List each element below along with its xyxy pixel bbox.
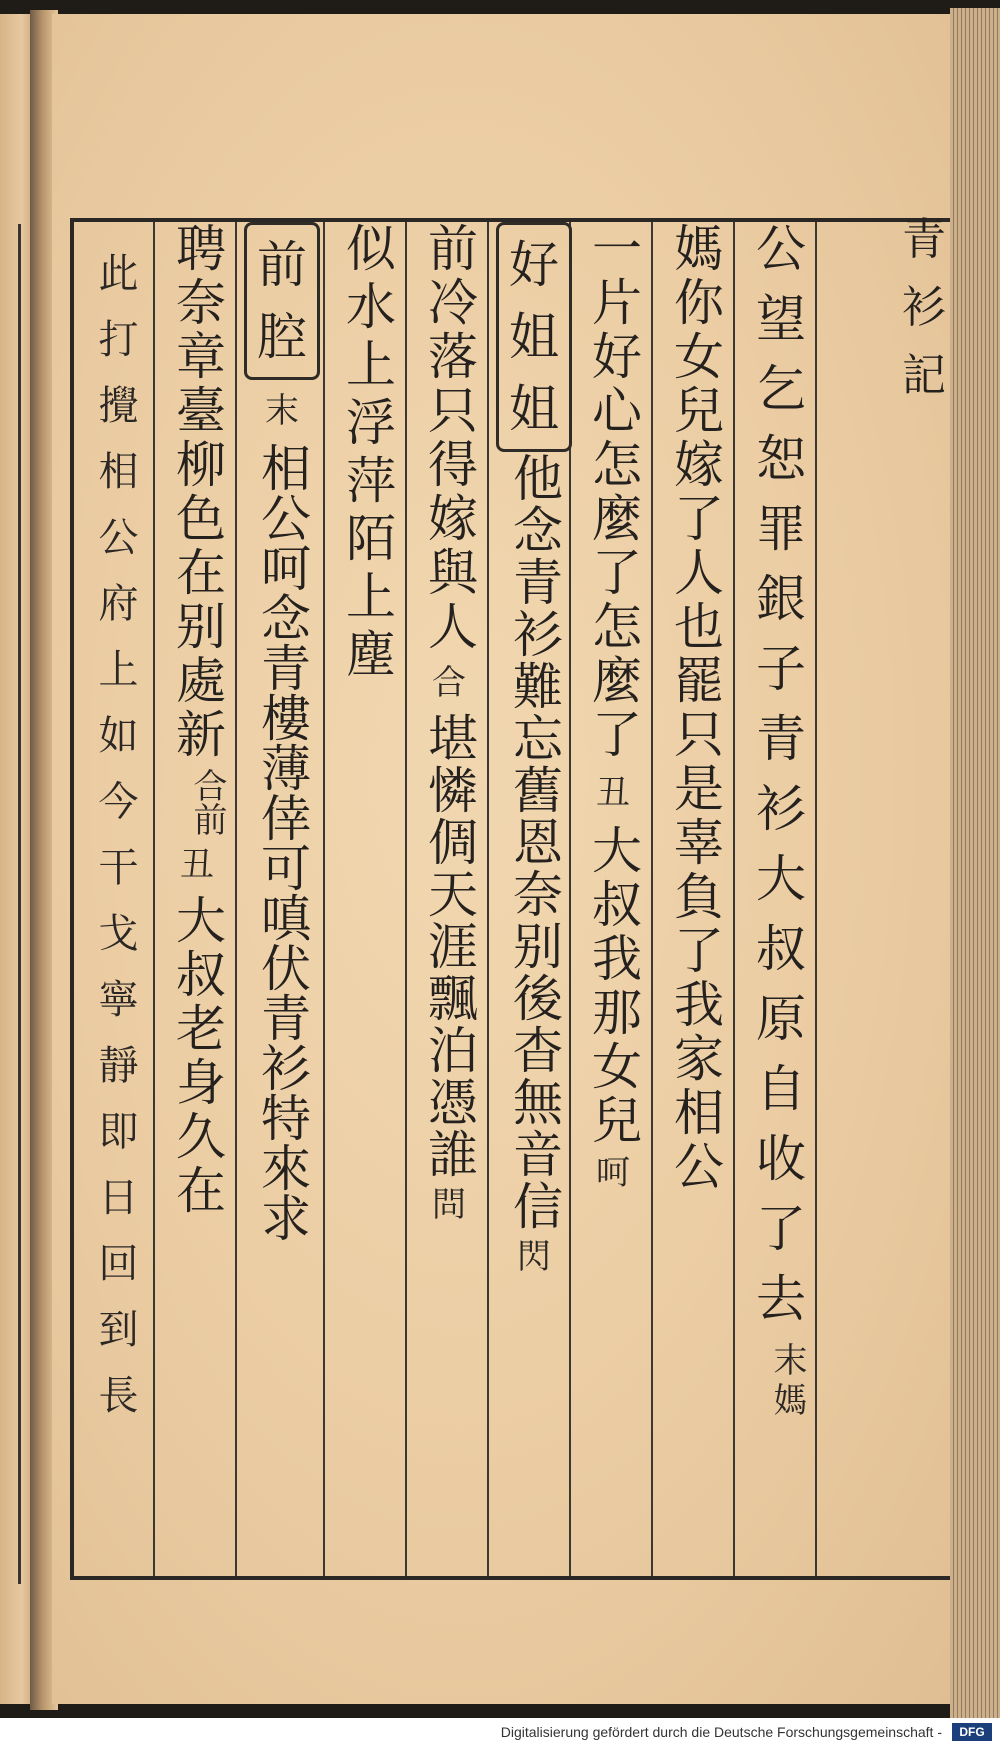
speaker-mark: 丑 <box>596 773 630 813</box>
speaker-mark: 合 <box>432 663 466 703</box>
column-text: 大叔我那女兒 <box>584 824 642 1148</box>
column-end-mark: 問 <box>432 1185 466 1225</box>
text-column-3 <box>578 222 648 1576</box>
footer-bar <box>0 1718 1000 1748</box>
text-column-6 <box>332 222 402 1576</box>
column-rule <box>153 222 155 1576</box>
text-column-7 <box>244 222 320 1576</box>
column-rule <box>405 222 407 1576</box>
column-text: 堪憐倜天涯飄泊憑誰 <box>420 712 478 1180</box>
tune-label-char: 姐 <box>509 308 559 366</box>
column-text: 大叔老身久在 <box>168 894 226 1218</box>
column-rule <box>323 222 325 1576</box>
tune-label-char: 好 <box>509 236 559 294</box>
column-text: 前冷落只得嫁與人 <box>420 222 478 654</box>
tune-label-char: 前 <box>257 236 307 294</box>
text-column-5 <box>414 222 484 1576</box>
column-rule <box>815 222 817 1576</box>
column-rule <box>235 222 237 1576</box>
column-end-mark: 閃 <box>517 1237 551 1277</box>
column-rule <box>733 222 735 1576</box>
text-column-2 <box>660 222 730 1576</box>
speaker-mark: 丑 <box>180 845 214 885</box>
tune-label-char: 姐 <box>509 380 559 438</box>
column-text: 媽你女兒嫁了人也罷只是辜負了我家相公 <box>666 222 724 1194</box>
column-text: 相公呵念青樓薄倖可嗔伏青衫特來求 <box>253 442 311 1242</box>
text-column-1 <box>742 222 812 1576</box>
book-title <box>898 206 950 410</box>
tune-label-box <box>496 222 572 452</box>
column-text: 他念青衫難忘舊恩奈别後杳無音信 <box>505 452 563 1232</box>
tune-label-char: 腔 <box>257 308 307 366</box>
text-column-8 <box>162 222 232 1576</box>
column-rule <box>487 222 489 1576</box>
text-column-9 <box>80 222 150 1576</box>
title-char: 記 <box>902 350 946 401</box>
column-text: 公望乞恕罪銀子青衫大叔原自收了去 <box>748 222 806 1342</box>
speaker-mark: 末媽 <box>767 1342 807 1422</box>
page-stack <box>950 8 1000 1718</box>
dfg-logo: DFG <box>952 1723 992 1741</box>
column-text: 一片好心怎麼了怎麼了 <box>584 222 642 762</box>
funding-notice: Digitalisierung gefördert durch die Deutsche Forschungsgemeinschaft - <box>500 1724 942 1740</box>
column-rule <box>651 222 653 1576</box>
title-char: 青 <box>902 214 946 265</box>
stage-direction: 合前 <box>187 768 227 836</box>
tune-label-box <box>244 222 320 380</box>
column-end-mark: 呵 <box>596 1153 630 1193</box>
speaker-mark: 末 <box>265 391 299 431</box>
column-text: 聘奈章臺柳色在别處新 <box>168 222 226 762</box>
title-char: 衫 <box>902 282 946 333</box>
text-column-4 <box>496 222 572 1576</box>
column-text: 似水上浮萍陌上塵 <box>338 222 396 686</box>
column-text: 此打攪相公府上如今干戈寧靜即日回到長 <box>92 252 138 1440</box>
